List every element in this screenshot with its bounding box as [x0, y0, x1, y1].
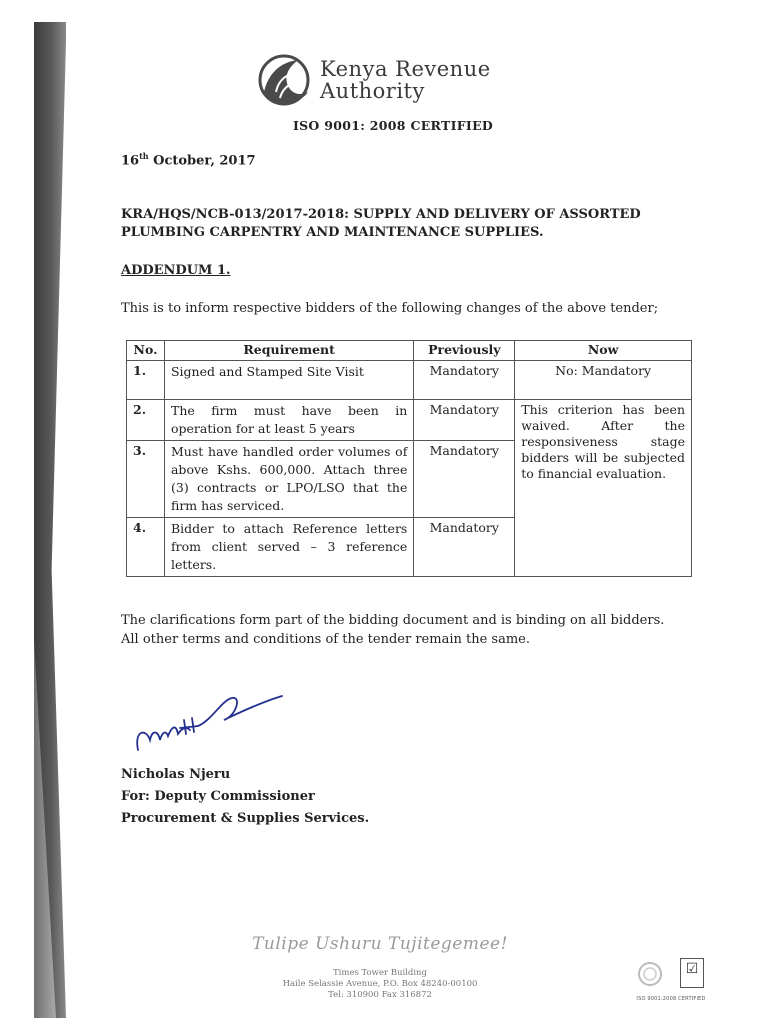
row-now-merged: This criterion has been waived. After the responsiveness stage bidders will be subjected to financial evaluation. [515, 400, 692, 577]
addendum-title: ADDENDUM 1. [121, 263, 231, 278]
row-now: No: Mandatory [515, 361, 692, 400]
row-previously: Mandatory [414, 361, 515, 400]
requirements-table [126, 340, 692, 577]
row-previously: Mandatory [414, 441, 515, 518]
row-requirement: Signed and Stamped Site Visit [164, 361, 413, 400]
header-now: Now [515, 341, 692, 361]
row-previously: Mandatory [414, 400, 515, 441]
table-header-row [127, 341, 692, 361]
date-suffix: th [139, 151, 149, 161]
row-number: 1. [127, 361, 165, 400]
letter-date [121, 151, 256, 168]
iso-certification-text: ISO 9001: 2008 CERTIFIED [292, 118, 494, 133]
letter-subject: KRA/HQS/NCB-013/2017-2018: SUPPLY AND DELIVERY OF ASSORTED PLUMBING CARPENTRY AND MAINTENANCE SUPPLIES. [121, 207, 641, 240]
footer-motto: Tulipe Ushuru Tujitegemee! [252, 934, 508, 954]
date-day: 16 [121, 153, 140, 169]
header-previously: Previously [414, 341, 515, 361]
row-number: 2. [127, 400, 165, 441]
row-requirement: Bidder to attach Reference letters from client served – 3 reference letters. [164, 518, 413, 577]
date-rest: October, 2017 [148, 153, 256, 169]
closing-paragraph [121, 611, 681, 649]
row-number: 3. [127, 441, 165, 518]
closing-line2: All other terms and conditions of the tender remain the same. [121, 632, 530, 647]
row-requirement: The firm must have been in operation for at least 5 years [164, 400, 413, 441]
signatory-title: For: Deputy Commissioner [121, 789, 315, 804]
closing-line1: The clarifications form part of the bidding document and is binding on all bidders. [121, 613, 665, 628]
row-number: 4. [127, 518, 165, 577]
signatory-department: Procurement & Supplies Services. [121, 811, 370, 826]
intro-paragraph: This is to inform respective bidders of the following changes of the above tender; [121, 301, 659, 316]
header-requirement: Requirement [164, 341, 413, 361]
iso-certification [0, 118, 768, 133]
kra-lion-logo-icon [254, 52, 318, 108]
table-row [127, 361, 692, 400]
organization-name-line1: Kenya Revenue [320, 57, 491, 81]
footer-cert-label: ISO 9001:2008 CERTIFIED [636, 996, 706, 1002]
row-requirement: Must have handled order volumes of above Kshs. 600,000. Attach three (3) contracts or LPO/LSO that the firm has serviced. [164, 441, 413, 518]
certification-check-icon: ☑ [680, 958, 704, 988]
handwritten-signature [132, 690, 292, 760]
row-previously: Mandatory [414, 518, 515, 577]
table-row [127, 400, 692, 441]
certification-seal-icon [636, 960, 664, 988]
organization-name-line2: Authority [320, 79, 425, 103]
signatory-name: Nicholas Njeru [121, 767, 231, 782]
organization-name [320, 58, 491, 102]
signatory-block [121, 764, 369, 830]
address-line3: Tel: 310900 Fax 316872 [328, 990, 432, 1000]
address-line2: Haile Selassie Avenue, P.O. Box 48240-00100 [282, 979, 478, 989]
footer-address [250, 968, 510, 1001]
header-no: No. [127, 341, 165, 361]
address-line1: Times Tower Building [333, 968, 427, 978]
